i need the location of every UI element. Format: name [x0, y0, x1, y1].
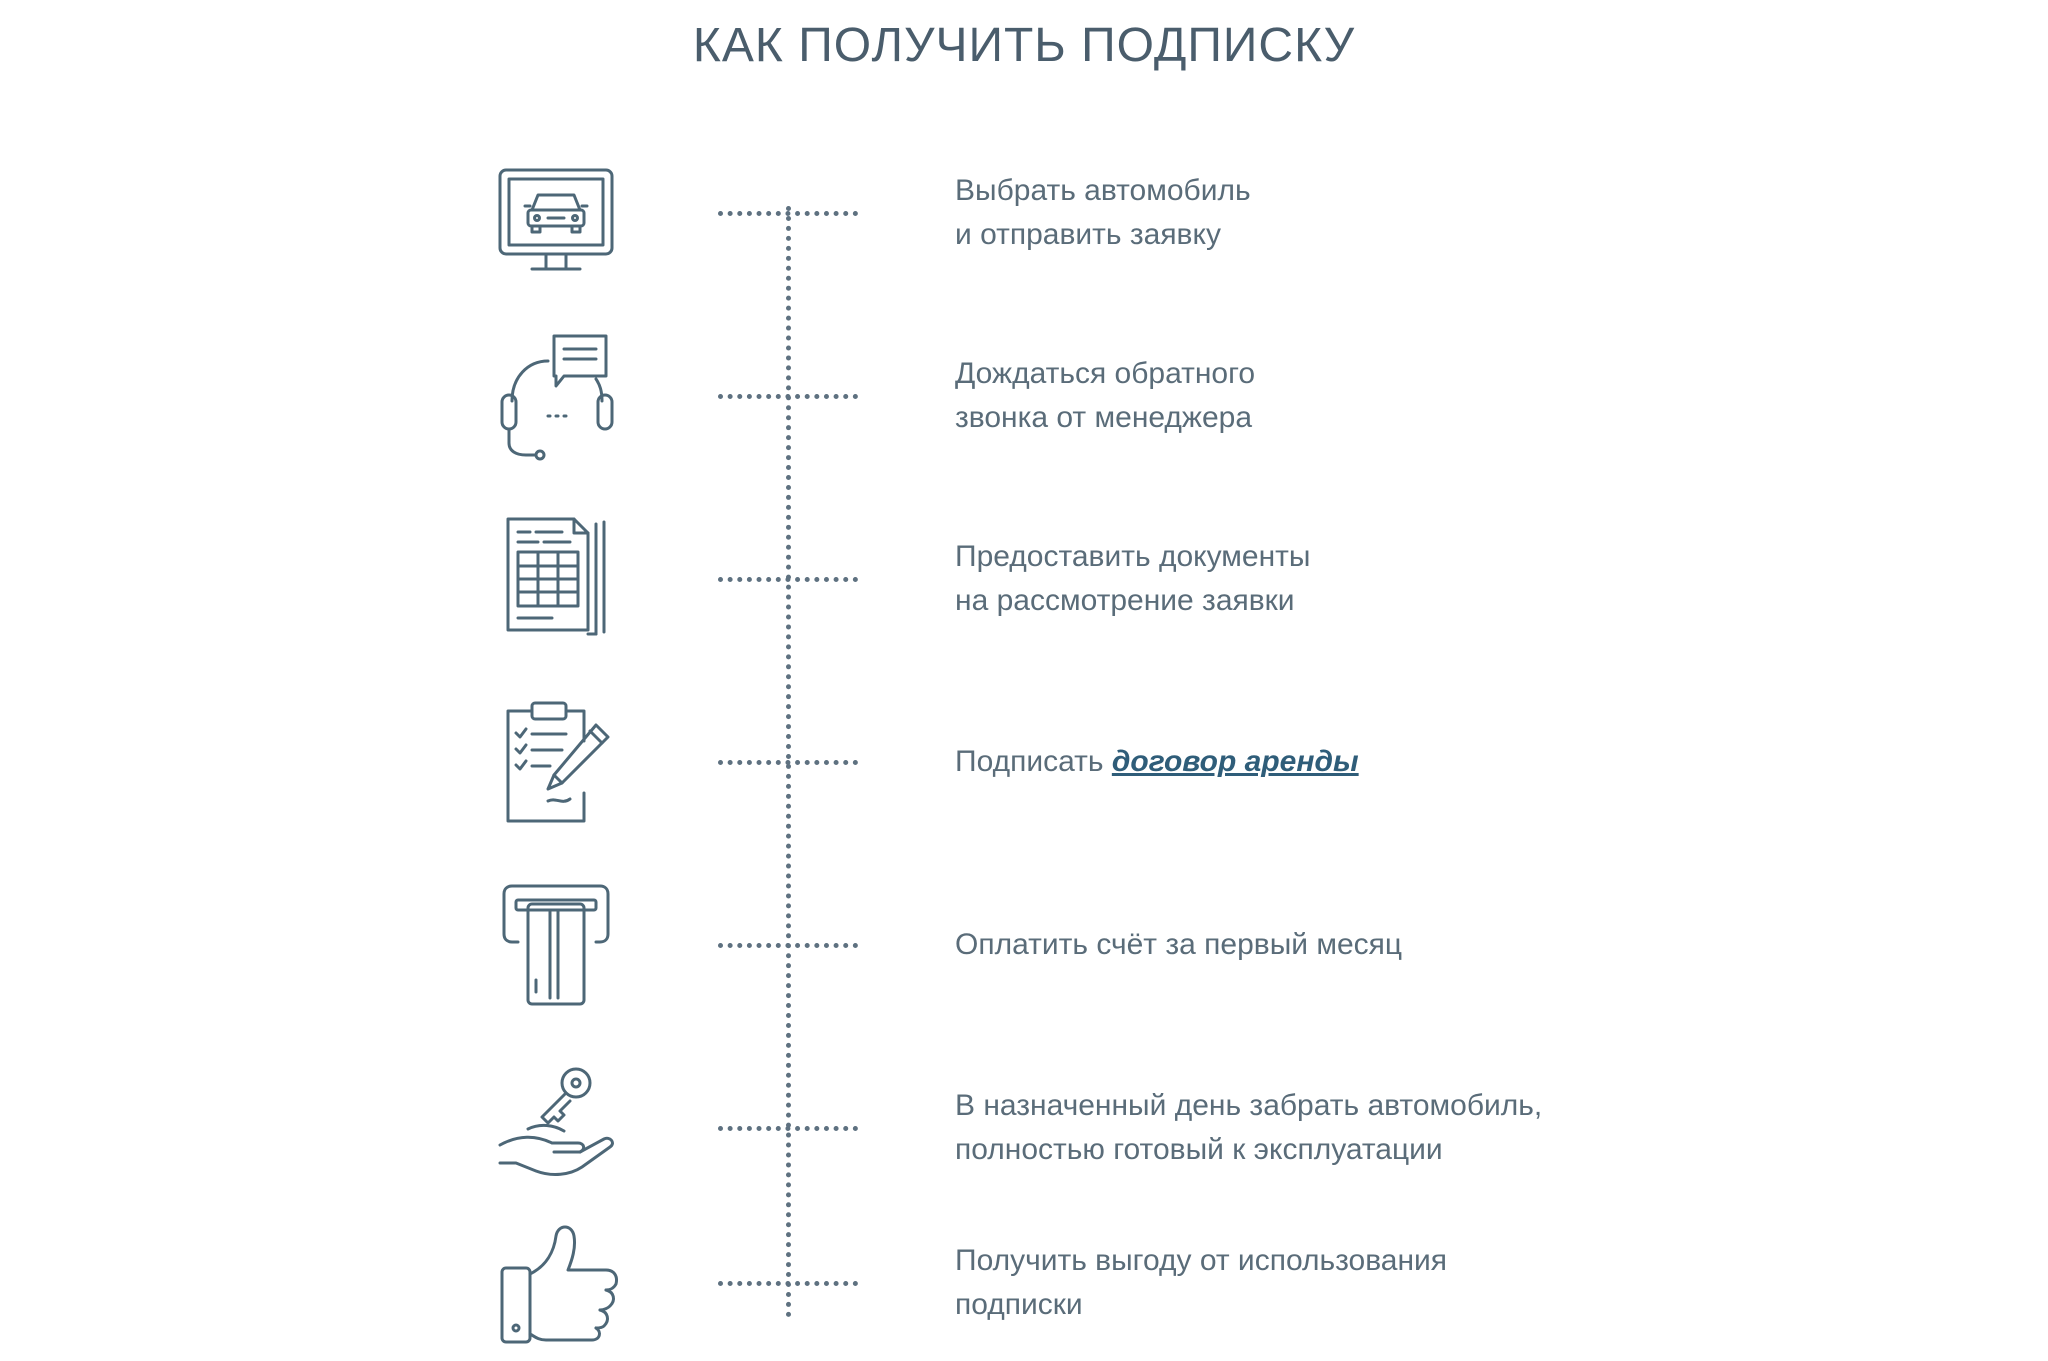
step-line: и отправить заявку — [955, 218, 1221, 251]
step-item — [0, 148, 2048, 278]
step-text — [955, 1063, 1755, 1193]
thumbs-up-icon — [492, 1218, 622, 1348]
step-line: Предоставить документы — [955, 540, 1311, 573]
step-text — [955, 148, 1755, 278]
step-text — [955, 1218, 1755, 1348]
step-text — [955, 880, 1755, 1010]
card-payment-icon — [492, 880, 622, 1010]
step-item — [0, 1218, 2048, 1348]
step-item — [0, 880, 2048, 1010]
step-line: В назначенный день забрать автомобиль, — [955, 1089, 1543, 1122]
step-connector — [718, 1126, 858, 1131]
step-connector — [718, 760, 858, 765]
step-line: полностью готовый к эксплуатации — [955, 1133, 1443, 1166]
step-connector — [718, 577, 858, 582]
step-line: Выбрать автомобиль — [955, 174, 1251, 207]
hand-key-icon — [492, 1063, 622, 1193]
step-line: Подписать — [955, 745, 1104, 778]
step-line-with-link — [955, 740, 1755, 784]
step-connector — [718, 211, 858, 216]
step-item — [0, 697, 2048, 827]
step-connector — [718, 943, 858, 948]
step-item — [0, 1063, 2048, 1193]
documents-icon — [492, 514, 622, 644]
step-line: подписки — [955, 1288, 1083, 1321]
page-title: КАК ПОЛУЧИТЬ ПОДПИСКУ — [692, 19, 1356, 72]
step-text — [955, 514, 1755, 644]
clipboard-pencil-icon — [492, 697, 622, 827]
step-line: Дождаться обратного — [955, 357, 1256, 390]
step-text — [955, 697, 1755, 827]
step-line: звонка от менеджера — [955, 401, 1253, 434]
step-line: Оплатить счёт за первый месяц — [955, 928, 1403, 961]
step-item — [0, 331, 2048, 461]
step-item — [0, 514, 2048, 644]
step-connector — [718, 1281, 858, 1286]
step-connector — [718, 394, 858, 399]
lease-agreement-link[interactable]: договор аренды — [1111, 745, 1359, 778]
headset-chat-icon — [492, 331, 622, 461]
step-line: Получить выгоду от использования — [955, 1244, 1448, 1277]
computer-car-icon — [492, 148, 622, 278]
step-text — [955, 331, 1755, 461]
step-line: на рассмотрение заявки — [955, 584, 1295, 617]
